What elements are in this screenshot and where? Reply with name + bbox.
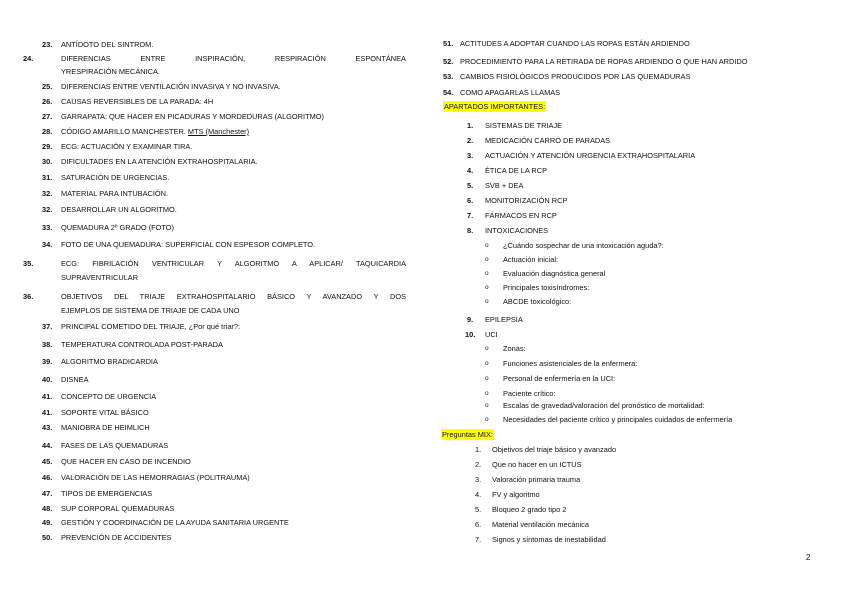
- bullet-icon: o: [485, 402, 489, 409]
- bullet-icon: o: [485, 360, 489, 367]
- bullet-icon: o: [485, 416, 489, 423]
- important-heading: APARTADOS IMPORTANTES:: [444, 102, 546, 111]
- list-item: 41. CONCEPTO DE URGENCIA: [42, 392, 157, 401]
- bullet-icon: o: [485, 375, 489, 382]
- list-item: 50. PREVENCIÓN DE ACCIDENTES: [42, 533, 172, 542]
- list-item: 43. MANIOBRA DE HEIMLICH: [42, 423, 150, 432]
- list-item: 27. GARRAPATA: QUE HACER EN PICADURAS Y MORDEDURAS (ALGORITMO): [42, 112, 324, 121]
- list-item: 38. TEMPERATURA CONTROLADA POST-PARADA: [42, 340, 223, 349]
- list-item: 52. PROCEDIMIENTO PARA LA RETIRADA DE ROPAS ARDIENDO O QUE HAN ARDIDO: [443, 57, 748, 66]
- bullet-icon: o: [485, 345, 489, 352]
- list-item-continuation: YRESPIRACIÓN MECÁNICA.: [61, 67, 160, 76]
- list-item: 40. DISNEA: [42, 375, 89, 384]
- bullet-icon: o: [485, 284, 489, 291]
- list-item: 33. QUEMADURA 2º GRADO (FOTO): [42, 223, 175, 232]
- list-item: 32. DESARROLLAR UN ALGORITMO.: [42, 205, 177, 214]
- list-item: 47. TIPOS DE EMERGENCIAS: [42, 489, 153, 498]
- list-item: 32. MATERIAL PARA INTUBACIÓN.: [42, 189, 169, 198]
- list-item: 49. GESTIÓN Y COORDINACIÓN DE LA AYUDA SANITARIA URGENTE: [42, 518, 289, 527]
- list-item: 24. DIFERENCIAS ENTRE INSPIRACIÓN, RESPIRACIÓN ESPONTÁNEA: [23, 54, 406, 63]
- bullet-icon: o: [485, 298, 489, 305]
- bullet-icon: o: [485, 270, 489, 277]
- list-item: 30. DIFICULTADES EN LA ATENCIÓN EXTRAHOSPITALARIA.: [42, 157, 258, 166]
- list-item: 37. PRINCIPAL COMETIDO DEL TRIAJE, ¿Por qué triar?:: [42, 322, 241, 331]
- list-item: 45. QUE HACER EN CASO DE INCENDIO: [42, 457, 191, 466]
- list-item: 39. ALGORITMO BRADICARDIA: [42, 357, 158, 366]
- list-item: 31. SATURACIÓN DE URGENCIAS.: [42, 173, 170, 182]
- bullet-icon: o: [485, 242, 489, 249]
- list-item: 29. ECG: ACTUACIÓN Y EXAMINAR TIRA.: [42, 142, 193, 151]
- list-item: 28. CÓDIGO AMARILLO MANCHESTER. MTS (Manchester): [42, 127, 250, 136]
- page-number: 2: [806, 553, 811, 562]
- list-item: 26. CAUSAS REVERSIBLES DE LA PARADA: 4H: [42, 97, 214, 106]
- list-item: 36. OBJETIVOS DEL TRIAJE EXTRAHOSPITALARIO BÁSICO Y AVANZADO Y DOS: [23, 292, 406, 301]
- list-item: 35. ECG: FIBRILACIÓN VENTRICULAR Y ALGORITMO A APLICAR/ TAQUICARDIA: [23, 259, 406, 268]
- list-item-continuation: SUPRAVENTRICULAR: [61, 273, 139, 282]
- list-item: 25. DIFERENCIAS ENTRE VENTILACIÓN INVASIVA Y NO INVASIVA.: [42, 82, 281, 91]
- list-item: 44. FASES DE LAS QUEMADURAS: [42, 441, 169, 450]
- list-item-continuation: EJEMPLOS DE SISTEMA DE TRIAJE DE CADA UNO: [61, 306, 240, 315]
- list-item: 48. SUP CORPORAL QUEMADURAS: [42, 504, 175, 513]
- list-item: 54. COMO APAGARLAS LLAMAS: [443, 88, 561, 97]
- list-item: 41. SOPORTE VITAL BÁSICO: [42, 408, 149, 417]
- mix-heading: Preguntas MIX:: [442, 430, 493, 439]
- list-item: 23. ANTÍDOTO DEL SINTROM.: [42, 40, 154, 49]
- list-item: 46. VALORACIÓN DE LAS HEMORRAGIAS (POLITRAUMA): [42, 473, 250, 482]
- list-item: 53. CAMBIOS FISIOLÓGICOS PRODUCIDOS POR LAS QUEMADURAS: [443, 72, 691, 81]
- list-item: 51. ACTITUDES A ADOPTAR CUANDO LAS ROPAS ESTÁN ARDIENDO: [443, 39, 690, 48]
- bullet-icon: o: [485, 390, 489, 397]
- bullet-icon: o: [485, 256, 489, 263]
- list-item: 34. FOTO DE UNA QUEMADURA: SUPERFICIAL CON ESPESOR COMPLETO.: [42, 240, 316, 249]
- underlined-reference: MTS (Manchester): [187, 127, 250, 136]
